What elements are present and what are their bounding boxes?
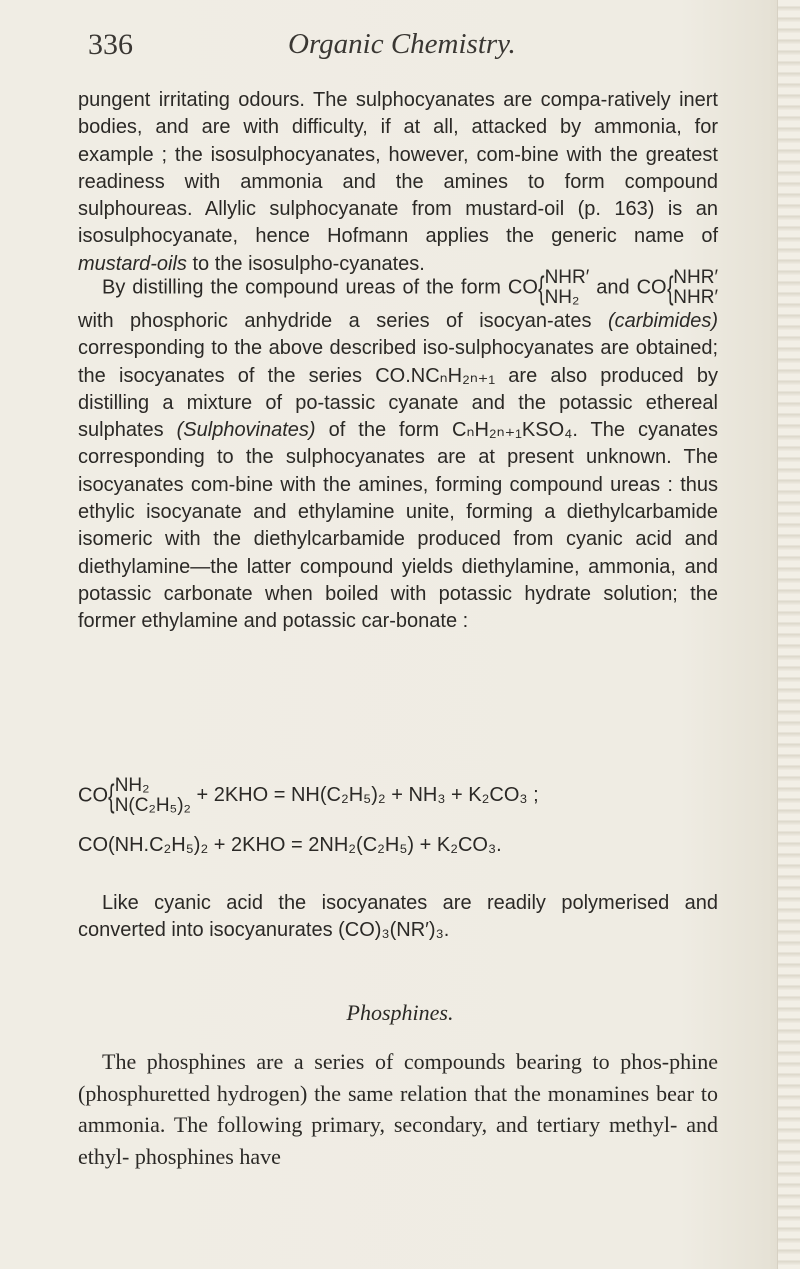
running-head: Organic Chemistry.	[288, 28, 516, 60]
paragraph-4-text: The phosphines are a series of compounds bearing to phos-phine (phosphuretted hydrogen) the same relation that the monamines bear to ammonia. The following primary, secondary, and tertiary methyl- and ethyl- phosphines have	[78, 1049, 718, 1169]
page-header	[88, 28, 708, 68]
paragraph-2-and: and	[596, 276, 630, 299]
paragraph-1-text-a: pungent irritating odours. The sulphocyanates are compa-ratively inert bodies, and are with difficulty, if at all, attacked by ammonia, for example ; the isosulphocyanates, however, com-bine with the greatest readiness with ammonia and the amines to form compound sulphoureas. Allylic sulphocyanate from mustard-oil (p. 163) is an isosulphocyanate, hence Hofmann applies the generic name of	[78, 89, 718, 248]
equation-1-top: NH₂	[114, 775, 150, 796]
urea-formula-1: CO{ NHR′ NH₂	[507, 267, 590, 308]
equation-1-rhs: + 2KHO = NH(C₂H₅)₂ + NH₃ + K₂CO₃ ;	[196, 784, 539, 807]
sulphovinates-term: (Sulphovinates)	[176, 419, 316, 442]
equation-1-lhs: CO{ NH₂ N(C₂H₅)₂	[78, 775, 191, 816]
paragraph-2	[78, 268, 718, 636]
section-title: Phosphines.	[346, 1000, 454, 1025]
paragraph-2-text: with phosphoric anhydride a series of isocyan-ates	[78, 310, 592, 332]
paragraph-1-italic: mustard-oils	[78, 252, 187, 275]
paragraph-3	[78, 890, 718, 945]
formula-2-top: NHR′	[673, 267, 719, 288]
equation-2: CO(NH.C₂H₅)₂ + 2KHO = 2NH₂(C₂H₅) + K₂CO₃.	[78, 834, 502, 856]
urea-formula-2: CO{ NHR′ NHR′	[636, 267, 719, 308]
equation-1-bottom: N(C₂H₅)₂	[114, 795, 191, 816]
paragraph-2-lead: By distilling the compound ureas of the form	[102, 276, 501, 299]
formula-co-2: CO	[636, 276, 667, 299]
equation-1	[78, 776, 738, 816]
formula-1-bottom: NH₂	[544, 287, 580, 308]
paragraph-1-text-b: to the isosulpho-cyanates.	[186, 252, 425, 275]
formula-1-top: NHR′	[544, 267, 590, 288]
equation-1-co: CO	[78, 784, 108, 807]
paragraph-4	[78, 1046, 718, 1172]
paragraph-3-text: Like cyanic acid the isocyanates are readily polymerised and converted into isocyanurates (CO)₃(NR′)₃.	[78, 892, 718, 942]
paragraph-1	[78, 87, 718, 278]
page-edge	[777, 0, 800, 1269]
paragraph-2-text-2: corresponding to the above described iso-sulphocyanates are obtained; the isocyanates of the series CO.NCₙH₂ₙ₊₁ are also produced by distilling a mixture of po-tassic cyanate and the potassic ethereal sulphates	[78, 337, 718, 442]
paragraph-2-text-3: of the form CₙH₂ₙ₊₁KSO₄. The cyanates corresponding to the sulphocyanates are at present unknown. The isocyanates com-bine with the amines, forming compound ureas : thus ethylic isocyanate and ethylamine unite, forming a diethylcarbamide isomeric with the diethylcarbamide produced from cyanic acid and diethylamine—the latter compound yields diethylamine, ammonia, and potassic carbonate when boiled with potassic hydrate solution; the former ethylamine and potassic car-bonate :	[78, 419, 719, 633]
page-number: 336	[88, 28, 133, 61]
carbimides-term: (carbimides)	[607, 310, 718, 332]
formula-co: CO	[507, 276, 538, 299]
formula-2-bottom: NHR′	[673, 287, 719, 308]
